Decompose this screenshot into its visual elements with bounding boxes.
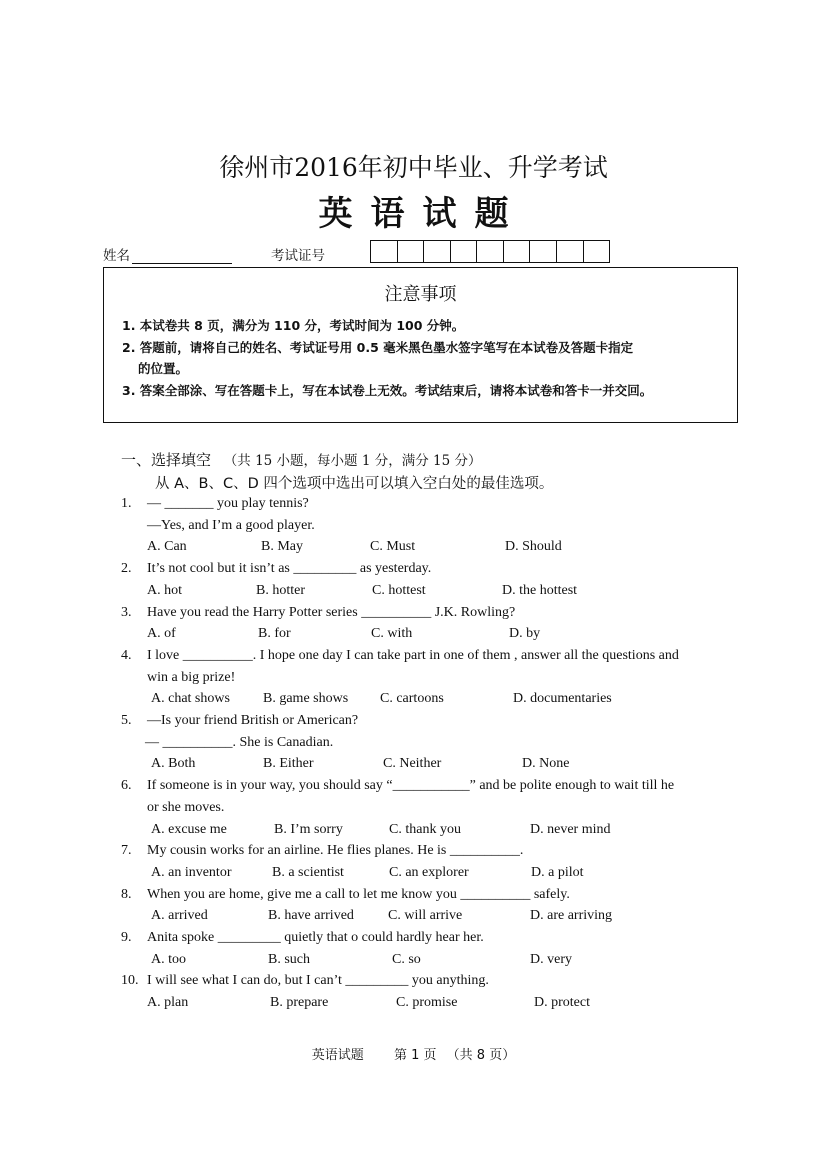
answer-option: D. by bbox=[509, 626, 541, 642]
question-number: 7. bbox=[121, 843, 132, 859]
answer-option: A. of bbox=[147, 626, 176, 642]
answer-option: C. thank you bbox=[389, 821, 461, 837]
notice-item-2-cont: 的位置。 bbox=[138, 361, 189, 376]
answer-option: A. Can bbox=[147, 539, 187, 555]
question-number: 6. bbox=[121, 778, 132, 794]
id-cell bbox=[477, 241, 504, 262]
footer-subject: 英语试题 bbox=[311, 1048, 364, 1063]
answer-option: A. hot bbox=[147, 582, 182, 598]
section-instruction: 从 A、B、C、D 四个选项中选出可以填入空白处的最佳选项。 bbox=[155, 476, 554, 492]
id-cell bbox=[530, 241, 557, 262]
question-number: 4. bbox=[121, 647, 132, 663]
footer-page-prefix: 第 bbox=[393, 1048, 407, 1063]
answer-option: B. I’m sorry bbox=[274, 821, 343, 837]
footer-total-pages: （共 8 页） bbox=[446, 1048, 516, 1063]
page-footer bbox=[0, 1044, 827, 1063]
answer-option: B. May bbox=[261, 539, 303, 555]
answer-option: D. are arriving bbox=[530, 908, 613, 924]
exam-id-boxes bbox=[370, 240, 610, 263]
answer-option: C. hottest bbox=[372, 582, 426, 598]
answer-option: A. Both bbox=[151, 756, 196, 772]
answer-option: C. with bbox=[371, 626, 413, 642]
answer-option: A. too bbox=[151, 951, 186, 967]
answer-option: D. protect bbox=[534, 995, 590, 1011]
answer-option: D. None bbox=[522, 756, 570, 772]
answer-option: C. will arrive bbox=[388, 908, 463, 924]
question-text: When you are home, give me a call to let me know you __________ safely. bbox=[147, 886, 570, 902]
answer-option: B. game shows bbox=[263, 691, 349, 707]
question-text: —Is your friend British or American? bbox=[147, 713, 359, 728]
question-text: Anita spoke _________ quietly that o could hardly hear her. bbox=[147, 930, 484, 945]
answer-option: B. prepare bbox=[270, 995, 329, 1011]
question-text: My cousin works for an airline. He flies planes. He is __________. bbox=[147, 843, 524, 859]
question-number: 8. bbox=[121, 886, 132, 902]
answer-option: C. so bbox=[392, 951, 421, 967]
answer-option: C. Neither bbox=[383, 756, 442, 772]
answer-option: B. Either bbox=[263, 756, 314, 772]
question-number: 2. bbox=[121, 561, 132, 577]
question-text: It’s not cool but it isn’t as _________ as yesterday. bbox=[147, 561, 432, 577]
footer-page-suffix: 页 bbox=[423, 1048, 437, 1063]
id-cell bbox=[371, 241, 398, 262]
notice-item-1: 1. 本试卷共 8 页，满分为 110 分，考试时间为 100 分钟。 bbox=[122, 318, 465, 333]
exam-id-label: 考试证号 bbox=[271, 248, 325, 264]
answer-option: C. Must bbox=[370, 539, 416, 555]
id-cell bbox=[398, 241, 425, 262]
section-heading bbox=[121, 449, 482, 470]
question-text: or she moves. bbox=[147, 799, 225, 815]
name-blank bbox=[132, 249, 232, 264]
question-text: I will see what I can do, but I can’t _________ you anything. bbox=[147, 973, 489, 989]
answer-option: A. excuse me bbox=[151, 821, 227, 837]
id-cell bbox=[584, 241, 610, 262]
notice-box bbox=[103, 267, 738, 423]
answer-option: D. the hottest bbox=[502, 582, 578, 598]
answer-option: D. a pilot bbox=[531, 864, 584, 880]
answer-option: C. an explorer bbox=[389, 864, 469, 880]
answer-option: A. arrived bbox=[151, 908, 208, 924]
id-cell bbox=[451, 241, 478, 262]
answer-option: A. chat shows bbox=[151, 691, 230, 707]
id-cell bbox=[557, 241, 584, 262]
answer-option: C. cartoons bbox=[380, 691, 444, 707]
footer-page-number: 1 bbox=[411, 1048, 420, 1063]
question-text: Have you read the Harry Potter series __________ J.K. Rowling? bbox=[147, 604, 516, 620]
question-number: 1. bbox=[121, 496, 132, 511]
answer-option: D. documentaries bbox=[513, 691, 612, 707]
name-label: 姓名 bbox=[103, 248, 130, 264]
question-number: 9. bbox=[121, 930, 132, 945]
answer-option: B. for bbox=[258, 626, 291, 642]
question-number: 10. bbox=[121, 973, 139, 989]
question-text: — __________. She is Canadian. bbox=[145, 734, 334, 750]
id-cell bbox=[424, 241, 451, 262]
name-field bbox=[103, 244, 232, 264]
exam-title: 徐州市2016年初中毕业、升学考试 bbox=[219, 153, 608, 182]
notice-title: 注意事项 bbox=[384, 284, 457, 305]
question-number: 3. bbox=[121, 604, 132, 620]
answer-option: D. very bbox=[530, 951, 572, 967]
answer-option: D. never mind bbox=[530, 821, 611, 837]
answer-option: D. Should bbox=[505, 539, 562, 555]
subject-title: 英语试题 bbox=[318, 194, 527, 234]
answer-option: B. have arrived bbox=[268, 908, 354, 924]
section-title: 一、选择填空 bbox=[121, 451, 212, 469]
question-text: —Yes, and I’m a good player. bbox=[147, 517, 315, 533]
question-text: win a big prize! bbox=[147, 669, 236, 685]
question-text: — _______ you play tennis? bbox=[147, 496, 309, 511]
answer-option: A. an inventor bbox=[151, 864, 232, 880]
id-cell bbox=[504, 241, 531, 262]
answer-option: B. such bbox=[268, 951, 310, 967]
question-text: If someone is in your way, you should say “___________” and be polite enough to wait till he bbox=[147, 778, 675, 794]
notice-item-2: 2. 答题前，请将自己的姓名、考试证号用 0.5 毫米黑色墨水签字笔写在本试卷及答题卡指定 bbox=[122, 340, 634, 355]
question-text: I love __________. I hope one day I can take part in one of them , answer all the questions and bbox=[147, 647, 679, 663]
answer-option: B. hotter bbox=[256, 582, 305, 598]
notice-item-3: 3. 答案全部涂、写在答题卡上，写在本试卷上无效。考试结束后，请将本试卷和答卡一并交回。 bbox=[122, 383, 653, 398]
answer-option: C. promise bbox=[396, 995, 458, 1011]
answer-option: A. plan bbox=[147, 995, 189, 1011]
answer-option: B. a scientist bbox=[272, 864, 344, 880]
section-scoring: （共 15 小题，每小题 1 分，满分 15 分） bbox=[223, 453, 482, 469]
question-number: 5. bbox=[121, 713, 132, 728]
